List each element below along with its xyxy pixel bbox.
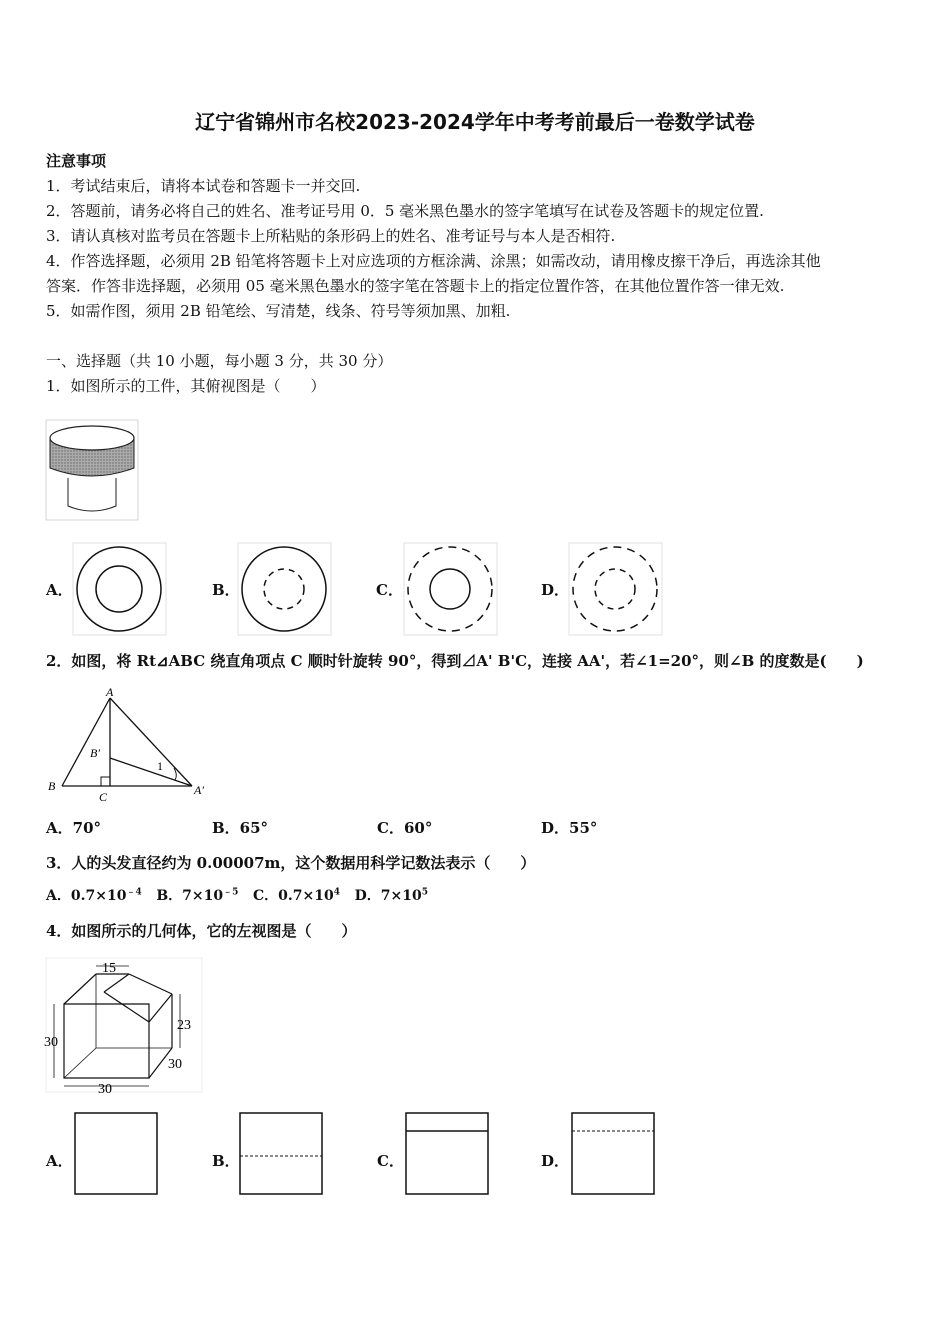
q4-option-d-label[interactable]: D． xyxy=(541,1152,570,1170)
section-heading: 一、选择题（共 10 小题，每小题 3 分，共 30 分） xyxy=(46,352,393,370)
notice-item: 5．如需作图，须用 2B 铅笔绘、写清楚，线条、符号等须加黑、加粗. xyxy=(46,302,511,320)
q4-option-c-label[interactable]: C． xyxy=(377,1152,404,1170)
q1-option-b-figure xyxy=(238,543,331,635)
q1-option-c-figure xyxy=(404,543,497,635)
q1-option-d-label[interactable]: D． xyxy=(541,581,570,599)
q3-option-c[interactable]: C．$0.7\times 10^4$ xyxy=(253,887,340,904)
notice-item: 3．请认真核对监考员在答题卡上所粘贴的条形码上的姓名、准考证号与本人是否相符. xyxy=(46,227,616,245)
paper-title: 辽宁省锦州市名校2023-2024学年中考考前最后一卷数学试卷 xyxy=(195,110,755,134)
dim-right-label: 23 xyxy=(177,1018,191,1033)
workpiece-figure xyxy=(46,420,138,520)
q2-option-d[interactable]: D．55° xyxy=(541,819,598,837)
q4-option-c-figure xyxy=(405,1112,489,1195)
q2-option-a[interactable]: A．70° xyxy=(46,819,102,837)
dim-bottom-label: 30 xyxy=(98,1082,112,1097)
question-3-stem: 3．人的头发直径约为 0.00007m，这个数据用科学记数法表示（ ） xyxy=(46,854,536,872)
q3-options xyxy=(46,886,428,906)
solid-figure xyxy=(44,956,204,1096)
notice-item: 4．作答选择题，必须用 2B 铅笔将答题卡上对应选项的方框涂满、涂黑；如需改动，请用橡皮擦干净后，再选涂其他 xyxy=(46,252,821,270)
q4-option-a-label[interactable]: A． xyxy=(46,1152,73,1170)
q3-option-d[interactable]: D．$7\times 10^5$ xyxy=(354,887,428,904)
notice-item: 1．考试结束后，请将本试卷和答题卡一并交回. xyxy=(46,177,361,195)
q4-option-d-figure xyxy=(571,1112,655,1195)
dim-depth-label: 30 xyxy=(168,1057,182,1072)
notice-heading: 注意事项 xyxy=(46,152,107,170)
vertex-b-label: B xyxy=(48,779,56,793)
q4-option-b-figure xyxy=(239,1112,323,1195)
dim-left-label: 30 xyxy=(44,1035,58,1050)
q4-option-a-figure xyxy=(74,1112,158,1195)
q2-option-c[interactable]: C．60° xyxy=(377,819,433,837)
q3-option-a[interactable]: A．$0.7\times 10^{﹣4}$ xyxy=(46,887,142,904)
triangle-figure xyxy=(44,684,214,804)
vertex-b-prime-label: B′ xyxy=(90,746,100,760)
q1-option-a-label[interactable]: A． xyxy=(46,581,73,599)
question-1-stem: 1．如图所示的工件，其俯视图是（ ） xyxy=(46,377,326,395)
question-4-stem: 4．如图所示的几何体，它的左视图是（ ） xyxy=(46,922,357,940)
notice-item: 2．答题前，请务必将自己的姓名、准考证号用 0．5 毫米黑色墨水的签字笔填写在试卷及答题卡的规定位置. xyxy=(46,202,764,220)
vertex-a-prime-label: A′ xyxy=(194,783,204,797)
notice-item: 答案．作答非选择题，必须用 05 毫米黑色墨水的签字笔在答题卡上的指定位置作答，在其他位置作答一律无效. xyxy=(46,277,785,295)
vertex-a-label: A xyxy=(106,685,114,699)
q2-option-b[interactable]: B．65° xyxy=(212,819,269,837)
question-2-stem: 2．如图，将 Rt⊿ABC 绕直角项点 C 顺时针旋转 90°，得到⊿A' B'C，连接 AA'，若∠1=20°，则∠B 的度数是( ) xyxy=(46,652,864,670)
q1-option-c-label[interactable]: C． xyxy=(376,581,403,599)
dim-top-label: 15 xyxy=(102,961,116,976)
q1-option-a-figure xyxy=(73,543,166,635)
q3-option-b[interactable]: B．$7\times 10^{﹣5}$ xyxy=(156,887,239,904)
q1-option-d-figure xyxy=(569,543,662,635)
q4-option-b-label[interactable]: B． xyxy=(212,1152,240,1170)
q1-option-b-label[interactable]: B． xyxy=(212,581,240,599)
angle-1-label: 1 xyxy=(157,759,163,773)
vertex-c-label: C xyxy=(99,790,108,804)
